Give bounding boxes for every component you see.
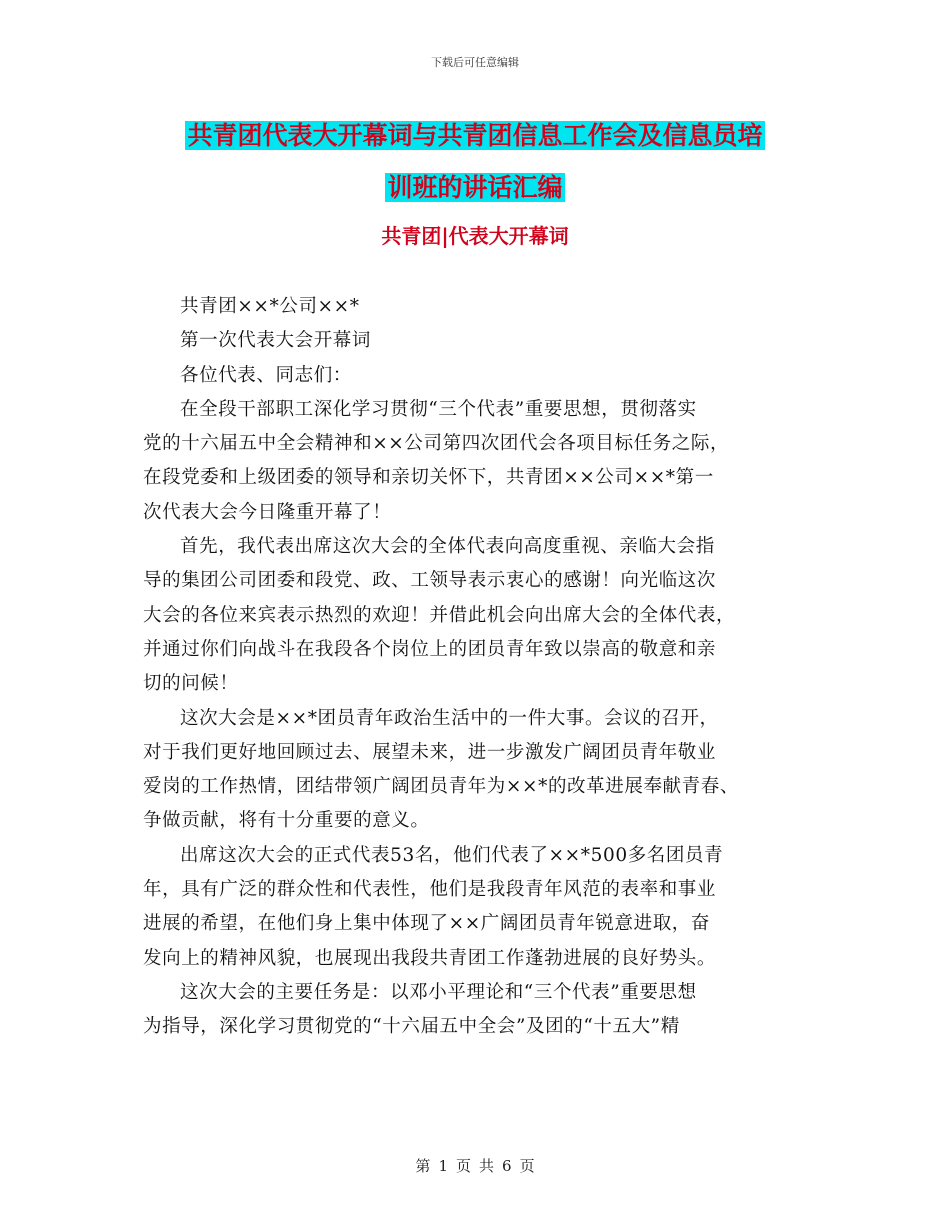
text-line: 首先，我代表出席这次大会的全体代表向高度重视、亲临大会指 <box>180 536 715 558</box>
text-line: 次代表大会今日隆重开幕了！ <box>143 501 392 523</box>
text-line: 共青团××*公司××* <box>180 296 360 317</box>
text-line: 导的集团公司团委和段党、政、工领导表示衷心的感谢！向光临这次 <box>143 570 717 592</box>
footer-total-pages: 6 <box>502 1157 512 1175</box>
page-footer <box>0 1155 950 1176</box>
header-note: 下载后可任意编辑 <box>431 56 519 69</box>
text-line: 大会的各位来宾表示热烈的欢迎！并借此机会向出席大会的全体代表， <box>143 604 736 626</box>
text-line: 出席这次大会的正式代表53名，他们代表了××*500多名团员青 <box>180 844 724 866</box>
footer-page-number: 1 <box>438 1157 448 1175</box>
text-line: 争做贡献，将有十分重要的意义。 <box>143 810 430 832</box>
footer-gong: 共 <box>479 1157 495 1175</box>
text-line: 在全段干部职工深化学习贯彻“三个代表”重要思想，贯彻落实 <box>180 398 697 420</box>
text-line: 这次大会的主要任务是：以邓小平理论和“三个代表”重要思想 <box>180 981 697 1003</box>
text-line: 发向上的精神风貌，也展现出我段共青团工作蓬勃进展的良好势头。 <box>143 947 717 969</box>
footer-di: 第 <box>415 1157 431 1175</box>
body-text <box>143 290 815 1045</box>
text-line: 在段党委和上级团委的领导和亲切关怀下，共青团××公司××*第一 <box>143 467 714 489</box>
footer-ye-2: 页 <box>519 1157 535 1175</box>
footer-ye: 页 <box>455 1157 471 1175</box>
document-title-line-2: 训班的讲话汇编 <box>387 173 563 202</box>
text-line: 各位代表、同志们： <box>180 364 352 386</box>
text-line: 进展的希望，在他们身上集中体现了××广阔团员青年锐意进取，奋 <box>143 913 711 935</box>
text-line: 这次大会是××*团员青年政治生活中的一件大事。会议的召开， <box>180 707 719 729</box>
section-title: 共青团|代表大开幕词 <box>381 224 569 248</box>
document-title-line-1: 共青团代表大开幕词与共青团信息工作会及信息员培 <box>187 121 763 150</box>
text-line: 并通过你们向战斗在我段各个岗位上的团员青年致以崇高的敬意和亲 <box>143 638 717 660</box>
text-line: 切的问候！ <box>143 673 239 695</box>
text-line: 为指导，深化学习贯彻党的“十六届五中全会”及团的“十五大”精 <box>143 1016 680 1038</box>
text-line: 对于我们更好地回顾过去、展望未来，进一步激发广阔团员青年敬业 <box>143 741 717 763</box>
text-line: 第一次代表大会开幕词 <box>180 330 372 352</box>
text-line: 年，具有广泛的群众性和代表性，他们是我段青年风范的表率和事业 <box>143 879 717 901</box>
document-title <box>0 110 950 214</box>
text-line: 爱岗的工作热情，团结带领广阔团员青年为××*的改革进展奉献青春、 <box>143 776 739 798</box>
text-line: 党的十六届五中全会精神和××公司第四次团代会各项目标任务之际， <box>143 433 730 455</box>
